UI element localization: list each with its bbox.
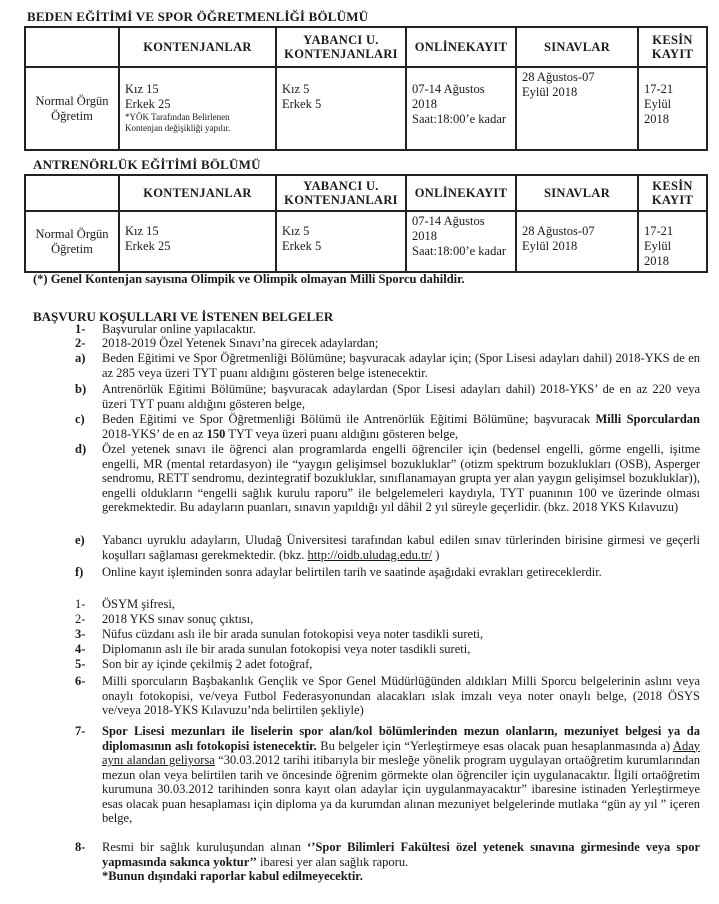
cell-yabanci: Kız 5 Erkek 5: [276, 211, 406, 272]
letter-item-b: b) Antrenörlük Eğitimi Bölümüne; başvuracak adaylardan (Spor Lisesi adayları dahil) 2018-YKS’ de en az 220 veya üzeri TYT puanı aldığını gösteren belge,: [75, 382, 700, 411]
footnote: (*) Genel Kontenjan sayısına Olimpik ve Olimpik olmayan Milli Sporcu dahildir.: [33, 272, 465, 286]
cell-sinav: 28 Ağustos-07 Eylül 2018: [516, 211, 638, 272]
kontenjan-value: Kız 15 Erkek 25: [125, 82, 171, 111]
letter-item-a: a) Beden Eğitimi ve Spor Öğretmenliği Bölümüne; başvuracak adaylar için; (Spor Lisesi adayları dahil) 2018-YKS de en az 285 veya üzeri TYT puanı aldığını gösteren belge istenecektir.: [75, 351, 700, 380]
doc-item: 8- Resmi bir sağlık kuruluşundan alınan ‘’Spor Bilimleri Fakültesi özel yetenek sınavına girmesinde veya spor yapmasında sakınca yoktur’’ ibaresi yer alan sağlık raporu. *Bunun dışındaki raporlar kabul edilmeyecektir.: [75, 840, 701, 883]
conditions-title: BAŞVURU KOŞULLARI VE İSTENEN BELGELER: [33, 309, 334, 324]
report-note: *Bunun dışındaki raporlar kabul edilmeyecektir.: [102, 869, 363, 883]
header-kontenjan: KONTENJANLAR: [119, 175, 276, 211]
cell-kontenjan: Kız 15 Erkek 25: [119, 211, 276, 272]
doc-item: 5- Son bir ay içinde çekilmiş 2 adet fotoğraf,: [75, 657, 313, 671]
doc-item: 1- ÖSYM şifresi,: [75, 597, 175, 611]
header-kesin: KESİN KAYIT: [638, 175, 707, 211]
cell-online: 07-14 Ağustos 2018 Saat:18:00’e kadar: [406, 211, 516, 272]
cell-yabanci: Kız 5 Erkek 5: [276, 67, 406, 150]
header-yabanci: YABANCI U. KONTENJANLARI: [276, 175, 406, 211]
header-yabanci: YABANCI U. KONTENJANLARI: [276, 27, 406, 67]
section2-title: ANTRENÖRLÜK EĞİTİMİ BÖLÜMÜ: [33, 157, 261, 172]
header-kesin: KESİN KAYIT: [638, 27, 707, 67]
doc-item: 2- 2018 YKS sınav sonuç çıktısı,: [75, 612, 254, 626]
cell-kesin: 17-21 Eylül 2018: [638, 211, 707, 272]
cell-kontenjan: [119, 67, 276, 150]
header-sinavlar: SINAVLAR: [516, 27, 638, 67]
header-online: ONLİNEKAYIT: [406, 27, 516, 67]
letter-item-d: d) Özel yetenek sınavı ile öğrenci alan programlarda engelli öğrenciler için (bedensel engelli, görme engelli, işitme engelli, MR (mental retardasyon) ile “yaygın gelişimsel bozukluklar” (otizm spektrum bozuklukları (OSB), Asperger sendromu, RETT sendromu, dezintegratif bozukluklar, sınıflanamayan grupta yer alan yaygın gelişimsel bozukluklar)), engelli oldukların “engelli sağlık kurulu raporu” ile belgelemeleri kaydıyla, TYT puanının 100 ve üzerinde olması gerekmektedir. Bu adayların puanları, sınavın yapıldığı yıl dâhil 2 yıl süreyle geçerlidir. (bkz. 2018 YKS Kılavuzu): [75, 442, 700, 514]
doc-item: 6- Milli sporcuların Başbakanlık Gençlik ve Spor Genel Müdürlüğünden aldıkları Milli Sporcu belgelerinin aslını veya onaylı fotokopisi, ve/veya Futbol Federasyonundan alacakları ıslak imzalı veya noter onaylı belge, (2018 ÖSYS ve/veya 2018-YKS Kılavuzu’nda belirtilen şekliyle): [75, 674, 700, 717]
header-sinavlar: SINAVLAR: [516, 175, 638, 211]
doc-item: 3- Nüfus cüzdanı aslı ile bir arada sunulan fotokopisi veya noter tasdikli sureti,: [75, 627, 484, 641]
cell-online: 07-14 Ağustos 2018 Saat:18:00’e kadar: [406, 67, 516, 150]
kontenjan-note: *YÖK Tarafından Belirlenen Kontenjan değişikliği yapılır.: [125, 112, 231, 133]
header-empty: [25, 175, 119, 211]
section1-table: [24, 26, 708, 151]
doc-item: 4- Diplomanın aslı ile bir arada sunulan fotokopisi veya noter tasdikli sureti,: [75, 642, 471, 656]
doc-item: 7- Spor Lisesi mezunları ile liselerin spor alan/kol bölümlerinden mezun olanların, mezuniyet belgesi ya da diplomasının aslı fotokopisi istenecektir. Bu belgeler için “Yerleştirmeye esas olacak puan hesaplanmasında a) Aday aynı alandan geliyorsa “30.03.2012 tarihi itibarıyla bir mesleğe yönelik program uygulayan ortaöğretim kurumlarından mezun olan veya belirtilen tarih ve öncesinde öğrenim görmekte olan öğrenciler için uygulanacaktır. İlgili ortaöğretim kurumuna 30.03.2012 tarihinden sonra kayıt olan adaylar için uygulanmayacaktır” ibaresine istinaden Yerleştirmeye esas olacak puan hesaplaması için diploma ya da kurumdan alınan mezuniyet belgelerinde mutlaka “gün ay yıl ” içeren belge,: [75, 724, 701, 825]
section1-title: BEDEN EĞİTİMİ VE SPOR ÖĞRETMENLİĞİ BÖLÜMÜ: [27, 9, 369, 24]
cell-sinav: 28 Ağustos-07 Eylül 2018: [516, 67, 638, 150]
letter-item-c: c) Beden Eğitimi ve Spor Öğretmenliği Bölümü ile Antrenörlük Eğitimi Bölümüne; başvuracak Milli Sporculardan 2018-YKS’ de en az 150 TYT veya üzeri puanı aldığını gösteren belge,: [75, 412, 700, 441]
oidb-link[interactable]: http://oidb.uludag.edu.tr/: [307, 547, 433, 562]
row-label: Normal Örgün Öğretim: [25, 211, 119, 272]
header-empty: [25, 27, 119, 67]
section2-table: [24, 174, 708, 273]
letter-item-f: f) Online kayıt işleminden sonra adaylar belirtilen tarih ve saatinde aşağıdaki evrakları getireceklerdir.: [75, 565, 602, 579]
cell-kesin: 17-21 Eylül 2018: [638, 67, 707, 150]
header-kontenjan: KONTENJANLAR: [119, 27, 276, 67]
header-online: ONLİNEKAYIT: [406, 175, 516, 211]
list-item: 1- Başvurular online yapılacaktır.: [75, 322, 256, 336]
list-item: 2- 2018-2019 Özel Yetenek Sınavı’na girecek adaylardan;: [75, 336, 379, 350]
letter-item-e: e) Yabancı uyruklu adayların, Uludağ Üniversitesi tarafından kabul edilen sınav türlerinden birisine girmesi ve geçerli koşulları sağlaması gerekmektedir. (bkz. http://oidb.uludag.edu.tr/ ): [75, 533, 700, 562]
row-label: Normal Örgün Öğretim: [25, 67, 119, 150]
